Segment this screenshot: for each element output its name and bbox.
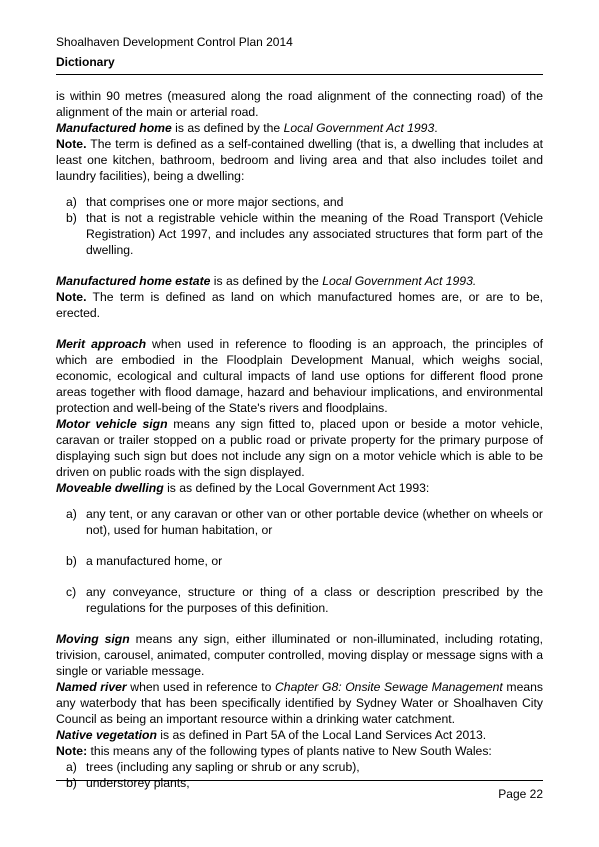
note-text: The term is defined as land on which manufactured homes are, or are to be, erected. bbox=[56, 290, 543, 320]
sub-list bbox=[56, 194, 543, 258]
list-item bbox=[56, 553, 543, 569]
note-label: Note: bbox=[56, 744, 88, 758]
list-item-text: any conveyance, structure or thing of a class or description prescribed by the regulations for the purposes of this definition. bbox=[86, 585, 543, 615]
defined-term: Manufactured home estate bbox=[56, 274, 211, 288]
page-number: Page 22 bbox=[498, 787, 543, 801]
list-item bbox=[56, 506, 543, 538]
note-text: this means any of the following types of plants native to New South Wales: bbox=[87, 744, 492, 758]
document-body bbox=[56, 88, 543, 791]
chapter-reference: Chapter G8: Onsite Sewage Management bbox=[275, 680, 503, 694]
period: . bbox=[434, 121, 438, 135]
definition-text: means any sign, either illuminated or non-illuminated, including rotating, trivision, carousel, animated, computer controlled, moving display or message signs with a single or variable message. bbox=[56, 632, 544, 678]
list-marker: a) bbox=[66, 195, 77, 209]
definition-text: is as defined by the Local Government Act 1993: bbox=[163, 481, 430, 495]
definition-text: when used in reference to bbox=[126, 680, 275, 694]
defined-term: Motor vehicle sign bbox=[56, 417, 168, 431]
defined-term: Moveable dwelling bbox=[56, 481, 164, 495]
entry-merit-approach bbox=[56, 336, 543, 416]
list-item bbox=[56, 584, 543, 616]
page-header bbox=[56, 34, 543, 70]
list-item-text: that is not a registrable vehicle within the meaning of the Road Transport (Vehicle Registration) Act 1997, and includes any associated structures that form part of the dwelling. bbox=[86, 211, 543, 257]
entry-moveable-dwelling bbox=[56, 480, 543, 616]
defined-term: Merit approach bbox=[56, 337, 147, 351]
list-marker: c) bbox=[66, 585, 77, 599]
definition-text: is as defined by the bbox=[171, 121, 284, 135]
note-text: The term is defined as a self-contained dwelling (that is, a dwelling that includes at least one kitchen, bathroom, bedroom and living area and that also includes toilet and laundry facilities), being a dwelling: bbox=[56, 137, 543, 183]
act-reference: Local Government Act 1993 bbox=[283, 121, 435, 135]
definition-text: is as defined in Part 5A of the Local Land Services Act 2013. bbox=[156, 728, 487, 742]
note-line bbox=[56, 289, 543, 321]
list-marker: a) bbox=[66, 760, 77, 774]
definition-text: means any waterbody that has been specifically identified by Sydney Water or Shoalhaven City Council as being an important resource within a drinking water catchment. bbox=[56, 680, 544, 726]
act-reference: Local Government Act 1993. bbox=[322, 274, 477, 288]
list-item-text: any tent, or any caravan or other van or other portable device (whether on wheels or not), used for human habitation, or bbox=[86, 507, 543, 537]
list-item-text: trees (including any sapling or shrub or any scrub), bbox=[86, 760, 360, 774]
entry-manufactured-home-estate bbox=[56, 273, 543, 321]
footer-divider bbox=[56, 780, 543, 781]
defined-term: Moving sign bbox=[56, 632, 130, 646]
defined-term: Native vegetation bbox=[56, 728, 157, 742]
list-item bbox=[56, 759, 543, 775]
definition-line bbox=[56, 727, 543, 743]
continued-paragraph: is within 90 metres (measured along the road alignment of the connecting road) of the alignment of the main or arterial road. bbox=[56, 89, 543, 119]
header-divider bbox=[56, 74, 543, 75]
document-title: Shoalhaven Development Control Plan 2014 bbox=[56, 35, 293, 49]
note-line bbox=[56, 136, 543, 184]
definition-line bbox=[56, 480, 543, 496]
entry-moving-sign bbox=[56, 631, 543, 679]
note-label: Note. bbox=[56, 290, 87, 304]
defined-term: Named river bbox=[56, 680, 127, 694]
sub-list bbox=[56, 506, 543, 616]
list-marker: b) bbox=[66, 211, 77, 225]
definition-text: when used in reference to flooding is an approach, the principles of which are embodied in the Floodplain Development Manual, which weighs social, economic, ecological and cultural impacts of land use options for different flood prone areas together with flood damage, hazard and behaviour implications, and environmental protection and well-being of the State's rivers and floodplains. bbox=[56, 337, 543, 415]
definition-text: is as defined by the bbox=[210, 274, 323, 288]
definition-line bbox=[56, 273, 543, 289]
list-marker: b) bbox=[66, 554, 77, 568]
entry-named-river bbox=[56, 679, 543, 727]
list-item bbox=[56, 210, 543, 258]
definition-text: means any sign fitted to, placed upon or beside a motor vehicle, caravan or trailer stopped on a public road or private property for the primary purpose of displaying such sign but does not include any sign on a motor vehicle which is able to be driven on public roads with the sign displayed. bbox=[56, 417, 543, 479]
section-title: Dictionary bbox=[56, 55, 115, 69]
list-item-text: that comprises one or more major sections, and bbox=[86, 195, 344, 209]
entry-motor-vehicle-sign bbox=[56, 416, 543, 480]
note-line bbox=[56, 743, 543, 759]
list-item bbox=[56, 194, 543, 210]
list-item-text: a manufactured home, or bbox=[86, 554, 223, 568]
entry-manufactured-home bbox=[56, 120, 543, 258]
defined-term: Manufactured home bbox=[56, 121, 172, 135]
list-marker: a) bbox=[66, 507, 77, 521]
list-item-text: understorey plants, bbox=[86, 776, 190, 790]
list-item bbox=[56, 775, 543, 791]
note-label: Note. bbox=[56, 137, 87, 151]
definition-line bbox=[56, 120, 543, 136]
entry-native-vegetation bbox=[56, 727, 543, 791]
list-marker: b) bbox=[66, 776, 77, 790]
sub-list bbox=[56, 759, 543, 791]
